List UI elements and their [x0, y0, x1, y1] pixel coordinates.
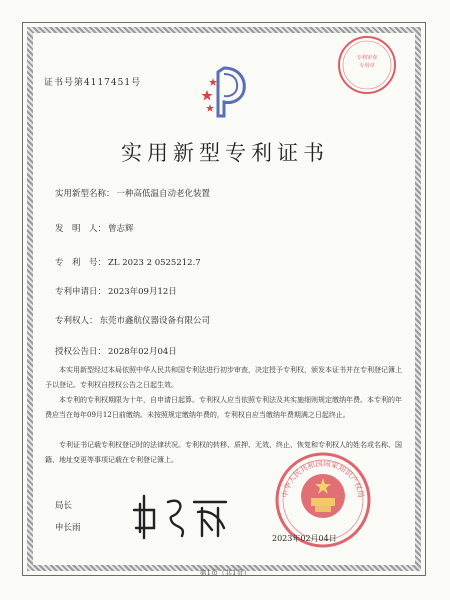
field-value: 2023年09月12日 [108, 287, 177, 297]
field-label: 专利权人： [55, 316, 98, 326]
national-emblem-icon [288, 462, 358, 532]
page-footer: 第1页（共1页） [199, 569, 251, 577]
field-patentee [55, 314, 210, 326]
field-label: 发 明 人： [55, 224, 107, 234]
svg-text:专利审查: 专利审查 [356, 55, 378, 61]
field-value: 东莞市鑫航仪器设备有限公司 [99, 316, 211, 326]
field-utility-model-name [55, 187, 210, 199]
paragraph-grant: 本实用新型经过本局依照中华人民共和国专利法进行初步审查，决定授予专利权，颁发本证书并在专利登记簿上予以登记。专利权自授权公告之日起生效。 [45, 366, 402, 389]
red-seal-icon [336, 34, 398, 96]
field-label: 授权公告日： [55, 347, 107, 357]
field-label: 实用新型名称： [55, 189, 115, 199]
field-label: 专 利 号： [55, 258, 107, 268]
field-label: 专利申请日： [55, 287, 107, 297]
field-application-date [55, 285, 177, 297]
field-grant-date [55, 345, 177, 357]
svg-text:专用章: 专用章 [359, 63, 375, 69]
paragraph-term: 本专利的专利权期限为十年，自申请日起算。专利权人应当依照专利法及其实施细则规定缴纳年费。本专利的年费应当在每年09月12日前缴纳。未按照规定缴纳年费的，专利权自应当缴纳年费期满之日起终止。 [45, 396, 402, 419]
svg-text:中华人民共和国国家知识产权局: 中华人民共和国国家知识产权局 [280, 458, 366, 499]
signature-icon [128, 488, 238, 548]
field-inventor [55, 222, 134, 234]
field-value: 2028年02月04日 [108, 347, 177, 357]
director-name: 申长雨 [55, 523, 81, 533]
issue-date: 2023年02月04日 [272, 534, 337, 543]
director-title: 局长 [55, 501, 73, 511]
ip-office-logo-icon [198, 64, 250, 120]
certificate-number: 证书号第4117451号 [44, 78, 142, 88]
field-patent-number [55, 256, 201, 268]
field-value: ZL 2023 2 0525212.7 [108, 258, 201, 268]
paragraph-status: 专利证书记载专利权登记时的法律状况。专利权的转移、质押、无效、终止、恢复和专利权人的姓名或名称、国籍、地址变更等事项记载在专利登记簿上。 [45, 441, 402, 464]
field-value: 一种高低温自动老化装置 [116, 189, 211, 199]
certificate-title: 实用新型专利证书 [121, 141, 329, 165]
field-value: 曾志辉 [108, 224, 134, 234]
